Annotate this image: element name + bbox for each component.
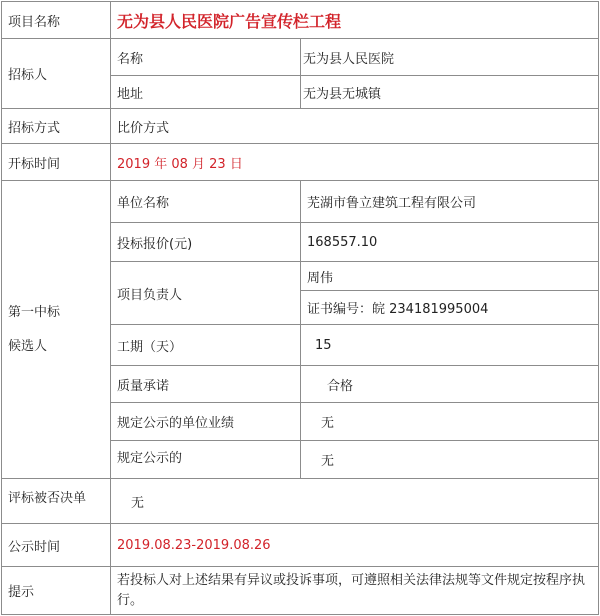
row-unit xyxy=(2,181,599,223)
quality-label: 质量承诺 xyxy=(111,366,301,403)
tenderer-name-label: 名称 xyxy=(111,39,301,76)
row-open-time xyxy=(2,144,599,181)
bid-method-value: 比价方式 xyxy=(111,109,599,144)
unit-label: 单位名称 xyxy=(111,181,301,223)
manager-name: 周伟 xyxy=(301,262,599,291)
row-tenderer-name xyxy=(2,39,599,76)
rejection-value: 无 xyxy=(111,479,599,524)
open-time-label: 开标时间 xyxy=(2,144,111,181)
tenderer-address-value: 无为县无城镇 xyxy=(301,76,599,109)
performance-value: 无 xyxy=(301,403,599,441)
period-label: 工期（天） xyxy=(111,325,301,366)
row-notice xyxy=(2,567,599,615)
period-value: 15 xyxy=(301,325,599,366)
project-name-label: 项目名称 xyxy=(2,2,111,39)
tenderer-label: 招标人 xyxy=(2,39,111,109)
candidate-label-line2: 候选人 xyxy=(8,338,48,354)
project-name-value: 无为县人民医院广告宣传栏工程 xyxy=(111,2,599,39)
bid-method-label: 招标方式 xyxy=(2,109,111,144)
notice-value: 若投标人对上述结果有异议或投诉事项，可遵照相关法律法规等文件规定按程序执行。 xyxy=(111,567,599,615)
open-time-value: 2019 年 08 月 23 日 xyxy=(111,144,599,181)
row-bid-method xyxy=(2,109,599,144)
unit-value: 芜湖市鲁立建筑工程有限公司 xyxy=(301,181,599,223)
bid-result-table xyxy=(1,1,599,615)
notice-label: 提示 xyxy=(2,567,111,615)
manager-cert: 证书编号：皖 234181995004 xyxy=(301,291,599,325)
other-label: 规定公示的 xyxy=(111,441,301,479)
publicity-time-label: 公示时间 xyxy=(2,524,111,567)
row-project-name xyxy=(2,2,599,39)
row-publicity-time xyxy=(2,524,599,567)
candidate-label-line1: 第一中标 xyxy=(8,304,61,320)
performance-label: 规定公示的单位业绩 xyxy=(111,403,301,441)
quality-value: 合格 xyxy=(301,366,599,403)
tenderer-name-value: 无为县人民医院 xyxy=(301,39,599,76)
row-rejection xyxy=(2,479,599,524)
manager-label: 项目负责人 xyxy=(111,262,301,325)
price-value: 168557.10 xyxy=(301,223,599,262)
rejection-label: 评标被否决单 xyxy=(2,479,111,524)
price-label: 投标报价(元) xyxy=(111,223,301,262)
tenderer-address-label: 地址 xyxy=(111,76,301,109)
publicity-time-value: 2019.08.23-2019.08.26 xyxy=(111,524,599,567)
other-value: 无 xyxy=(301,441,599,479)
candidate-label xyxy=(2,181,111,479)
